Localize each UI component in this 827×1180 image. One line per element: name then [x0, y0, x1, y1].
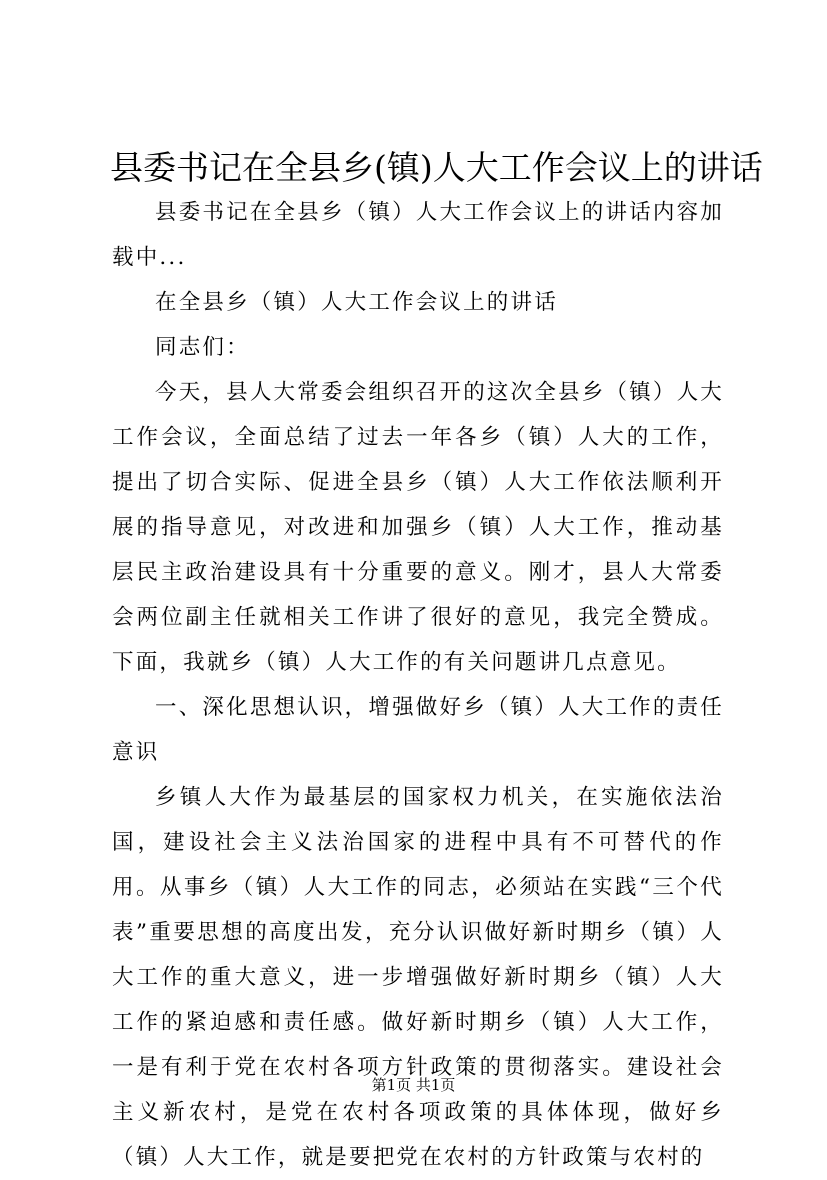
- paragraph-section-1-body: 乡镇人大作为最基层的国家权力机关，在实施依法治国，建设社会主义法治国家的进程中具有不可替代的作用。从事乡（镇）人大工作的同志，必须站在实践“三个代表”重要思想的高度出发，充分认识做好新时期乡（镇）人大工作的重大意义，进一步增强做好新时期乡（镇）人大工作的紧迫感和责任感。做好新时期乡（镇）人大工作，一是有利于党在农村各项方针政策的贯彻落实。建设社会主义新农村，是党在农村各项政策的具体体现，做好乡（镇）人大工作，就是要把党在农村的方针政策与农村的: [112, 785, 724, 1170]
- page-footer: 第1页 共1页: [371, 1076, 456, 1094]
- section-heading-1: 一、深化思想认识，增强做好乡（镇）人大工作的责任意识: [112, 695, 724, 765]
- paragraph-loading-note: 县委书记在全县乡（镇）人大工作会议上的讲话内容加载中...: [112, 200, 724, 270]
- paragraph-salutation: 同志们：: [155, 335, 250, 360]
- paragraph-intro: 今天，县人大常委会组织召开的这次全县乡（镇）人大工作会议，全面总结了过去一年各乡（镇）人大的工作，提出了切合实际、促进全县乡（镇）人大工作依法顺利开展的指导意见，对改进和加强乡（镇）人大工作，推动基层民主政治建设具有十分重要的意义。刚才，县人大常委会两位副主任就相关工作讲了很好的意见，我完全赞成。下面，我就乡（镇）人大工作的有关问题讲几点意见。: [112, 380, 724, 675]
- paragraph-speech-heading: 在全县乡（镇）人大工作会议上的讲话: [155, 290, 558, 315]
- document-body: [112, 190, 724, 1180]
- document-title: 县委书记在全县乡(镇)人大工作会议上的讲话: [110, 148, 763, 187]
